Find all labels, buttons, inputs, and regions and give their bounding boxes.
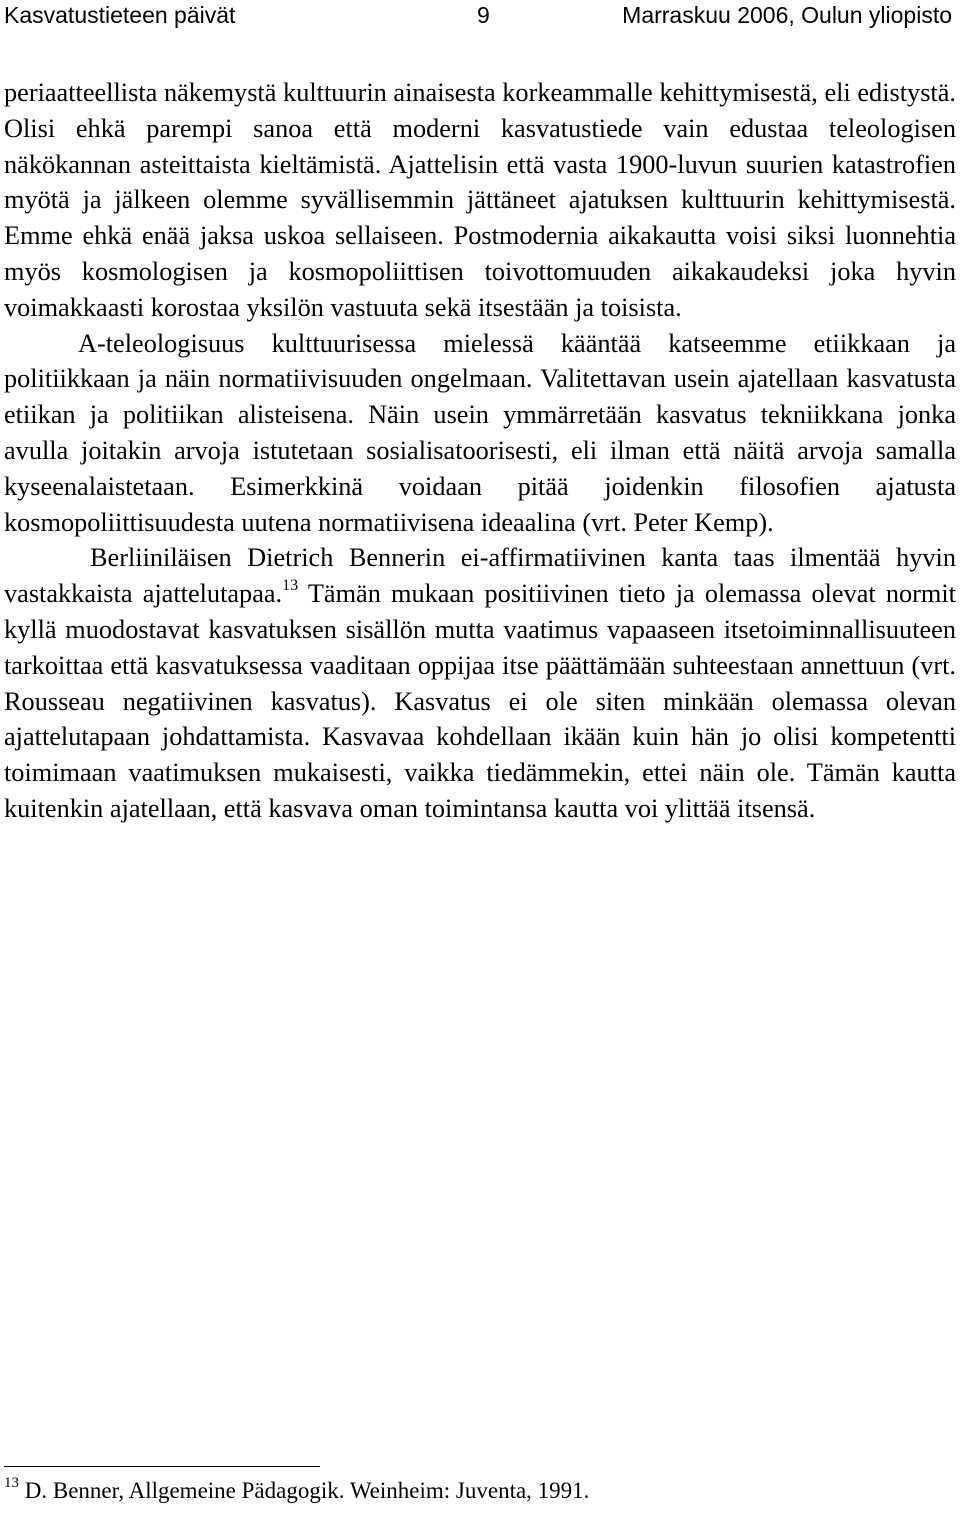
- header-date-location: Marraskuu 2006, Oulun yliopisto: [622, 2, 952, 28]
- paragraph-2: A-teleologisuus kulttuurisessa mielessä kääntää katseemme etiikkaan ja politiikkaan ja näin normatiivisuuden ongelmaan. Valitettavan usein ajatellaan kasvatusta etiikan ja politiikan alisteisena. Näin usein ymmärretään kasvatus tekniikkana jonka avulla joitakin arvoja istutetaan sosialisatoorisesti, eli ilman että näitä arvoja samalla kyseenalaistetaan. Esimerkkinä voidaan pitää joidenkin filosofien ajatusta kosmopoliittisuudesta uutena normatiivisena ideaalina (vrt. Peter Kemp).: [4, 328, 956, 537]
- paragraph-3: [4, 540, 956, 826]
- paragraph-1: periaatteellista näkemystä kulttuurin ainaisesta korkeammalle kehittymisestä, eli edistystä. Olisi ehkä parempi sanoa että moderni kasvatustiede vain edustaa teleologisen näkökannan asteittaista kieltämistä. Ajattelisin että vasta 1900-luvun suurien katastrofien myötä ja jälkeen olemme syvällisemmin jättäneet ajatuksen kulttuurin kehittymisestä. Emme ehkä enää jaksa uskoa sellaiseen. Postmodernia aikakautta voisi siksi luonnehtia myös kosmologisen ja kosmopoliittisen toivottomuuden aikakaudeksi joka hyvin voimakkaasti korostaa yksilön vastuuta sekä itsestään ja toisista.: [4, 78, 956, 322]
- footnote-text: D. Benner, Allgemeine Pädagogik. Weinheim: Juventa, 1991.: [19, 1478, 590, 1503]
- paragraph-3-rest: Tämän mukaan positiivinen tieto ja olemassa olevat normit kyllä muodostavat kasvatuksen sisällön mutta vaatimus vapaaseen itsetoiminnallisuuteen tarkoittaa että kasvatuksessa vaaditaan oppijaa itse päättämään suhteestaan annettuun (vrt. Rousseau negatiivinen kasvatus). Kasvatus ei ole siten minkään olemassa olevan ajattelutapaan johdattamista. Kasvavaa kohdellaan ikään kuin hän jo olisi kompetentti toimimaan vaatimuksen mukaisesti, vaikka tiedämmekin, ettei näin ole. Tämän kautta kuitenkin ajatellaan, että kasvava oman toimintansa kautta voi ylittää itsensä.: [4, 579, 956, 823]
- header-page-number: 9: [477, 2, 490, 28]
- footnote-reference[interactable]: 13: [282, 577, 299, 595]
- footnote-number: 13: [4, 1475, 19, 1491]
- footnote-divider: [4, 1466, 320, 1467]
- header-conference-title: Kasvatustieteen päivät: [4, 2, 236, 28]
- running-header: [4, 0, 952, 30]
- footnote: [4, 1476, 954, 1506]
- body-text: [4, 75, 956, 827]
- paragraph-3-start: Berliiniläisen Dietrich Bennerin ei-affirmatiivinen kanta taas ilmentää hyvin vastakkaista ajattelutapaa.: [4, 543, 956, 609]
